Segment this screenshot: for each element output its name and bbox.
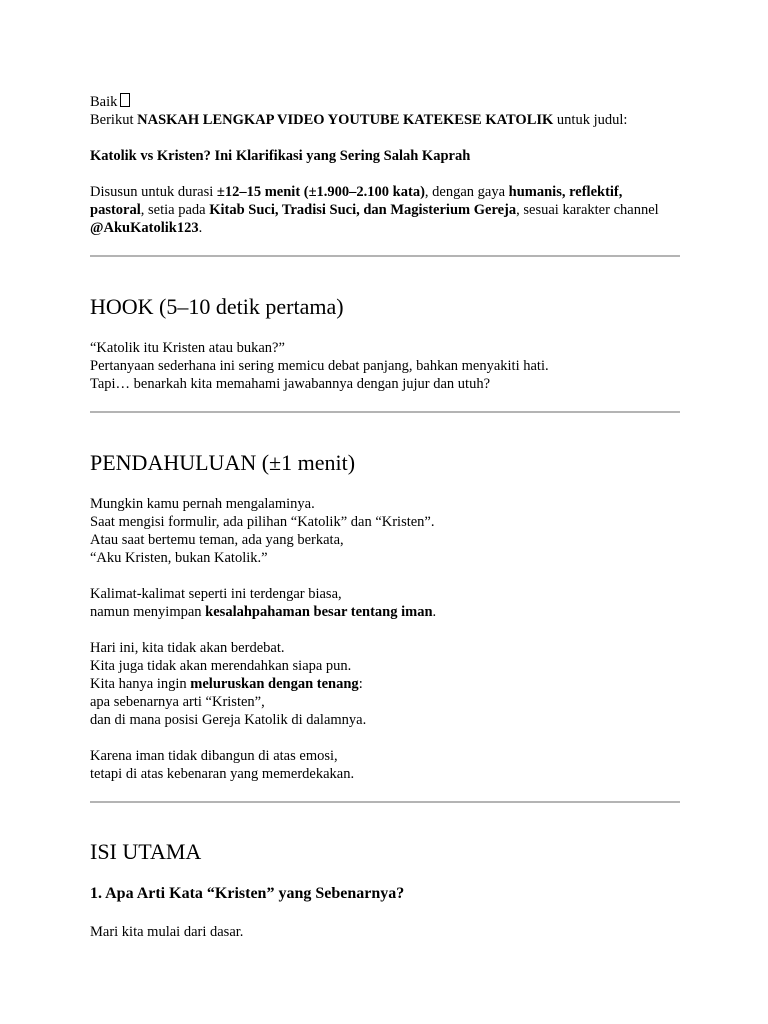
- text-line: Mungkin kamu pernah mengalaminya.: [90, 496, 315, 512]
- text-line: “Aku Kristen, bukan Katolik.”: [90, 550, 268, 566]
- intro-description: [90, 183, 680, 237]
- text-line: [90, 603, 680, 621]
- text-span: Kita hanya ingin: [90, 676, 191, 692]
- text-span: :: [358, 676, 363, 692]
- desc-text: , dengan gaya: [424, 184, 509, 200]
- intro-text: untuk judul:: [553, 112, 628, 128]
- text-span: namun menyimpan: [90, 604, 206, 620]
- isi-utama-heading: ISI UTAMA: [90, 839, 202, 864]
- hook-paragraph: [90, 339, 680, 393]
- missing-glyph-icon: [120, 93, 130, 107]
- text-line: Hari ini, kita tidak akan berdebat.: [90, 640, 285, 656]
- desc-bold-text: ±12–15 menit (±1.900–2.100 kata): [216, 184, 425, 200]
- desc-text: Disusun untuk durasi: [90, 184, 217, 200]
- pendahuluan-paragraph-2: [90, 585, 680, 621]
- section-divider: [90, 411, 680, 413]
- section-divider: [90, 801, 680, 803]
- hook-line: Tapi… benarkah kita memahami jawabannya dengan jujur dan utuh?: [90, 376, 491, 392]
- desc-text: , setia pada: [140, 202, 210, 218]
- video-title: [90, 147, 680, 165]
- pendahuluan-paragraph-4: [90, 747, 680, 783]
- section-divider: [90, 255, 680, 257]
- text-span: .: [432, 604, 437, 620]
- channel-handle: @AkuKatolik123: [90, 220, 199, 236]
- greeting-text: Baik: [90, 94, 118, 110]
- hook-heading: HOOK (5–10 detik pertama): [90, 294, 344, 319]
- bold-span: kesalahpahaman besar tentang iman: [205, 604, 433, 620]
- text-line: Mari kita mulai dari dasar.: [90, 924, 244, 940]
- text-line: tetapi di atas kebenaran yang memerdekakan.: [90, 766, 355, 782]
- text-line: Karena iman tidak dibangun di atas emosi,: [90, 748, 338, 764]
- video-title-text: Katolik vs Kristen? Ini Klarifikasi yang Sering Salah Kaprah: [90, 148, 471, 164]
- pendahuluan-paragraph-3: [90, 639, 680, 729]
- subsection-heading: 1. Apa Arti Kata “Kristen” yang Sebenarnya?: [90, 885, 405, 902]
- text-line: [90, 675, 680, 693]
- desc-text: .: [198, 220, 203, 236]
- intro-line: [90, 111, 680, 129]
- desc-bold-text: Kitab Suci, Tradisi Suci, dan Magisterium Gereja: [209, 202, 517, 218]
- text-line: Kalimat-kalimat seperti ini terdengar biasa,: [90, 586, 342, 602]
- hook-line: “Katolik itu Kristen atau bukan?”: [90, 340, 285, 356]
- desc-text: , sesuai karakter channel: [516, 202, 659, 218]
- pendahuluan-heading: PENDAHULUAN (±1 menit): [90, 450, 356, 475]
- text-line: Kita juga tidak akan merendahkan siapa pun.: [90, 658, 352, 674]
- text-line: Saat mengisi formulir, ada pilihan “Katolik” dan “Kristen”.: [90, 514, 435, 530]
- bold-span: meluruskan dengan tenang: [190, 676, 359, 692]
- desc-bold-text: humanis, reflektif, pastoral: [90, 184, 623, 218]
- text-line: dan di mana posisi Gereja Katolik di dalamnya.: [90, 712, 367, 728]
- pendahuluan-paragraph-1: [90, 495, 680, 567]
- document-body: [90, 93, 680, 941]
- intro-bold-text: NASKAH LENGKAP VIDEO YOUTUBE KATEKESE KATOLIK: [137, 112, 554, 128]
- greeting-line: [90, 93, 680, 111]
- hook-line: Pertanyaan sederhana ini sering memicu debat panjang, bahkan menyakiti hati.: [90, 358, 549, 374]
- text-line: apa sebenarnya arti “Kristen”,: [90, 694, 265, 710]
- text-line: Atau saat bertemu teman, ada yang berkata,: [90, 532, 344, 548]
- intro-text: Berikut: [90, 112, 138, 128]
